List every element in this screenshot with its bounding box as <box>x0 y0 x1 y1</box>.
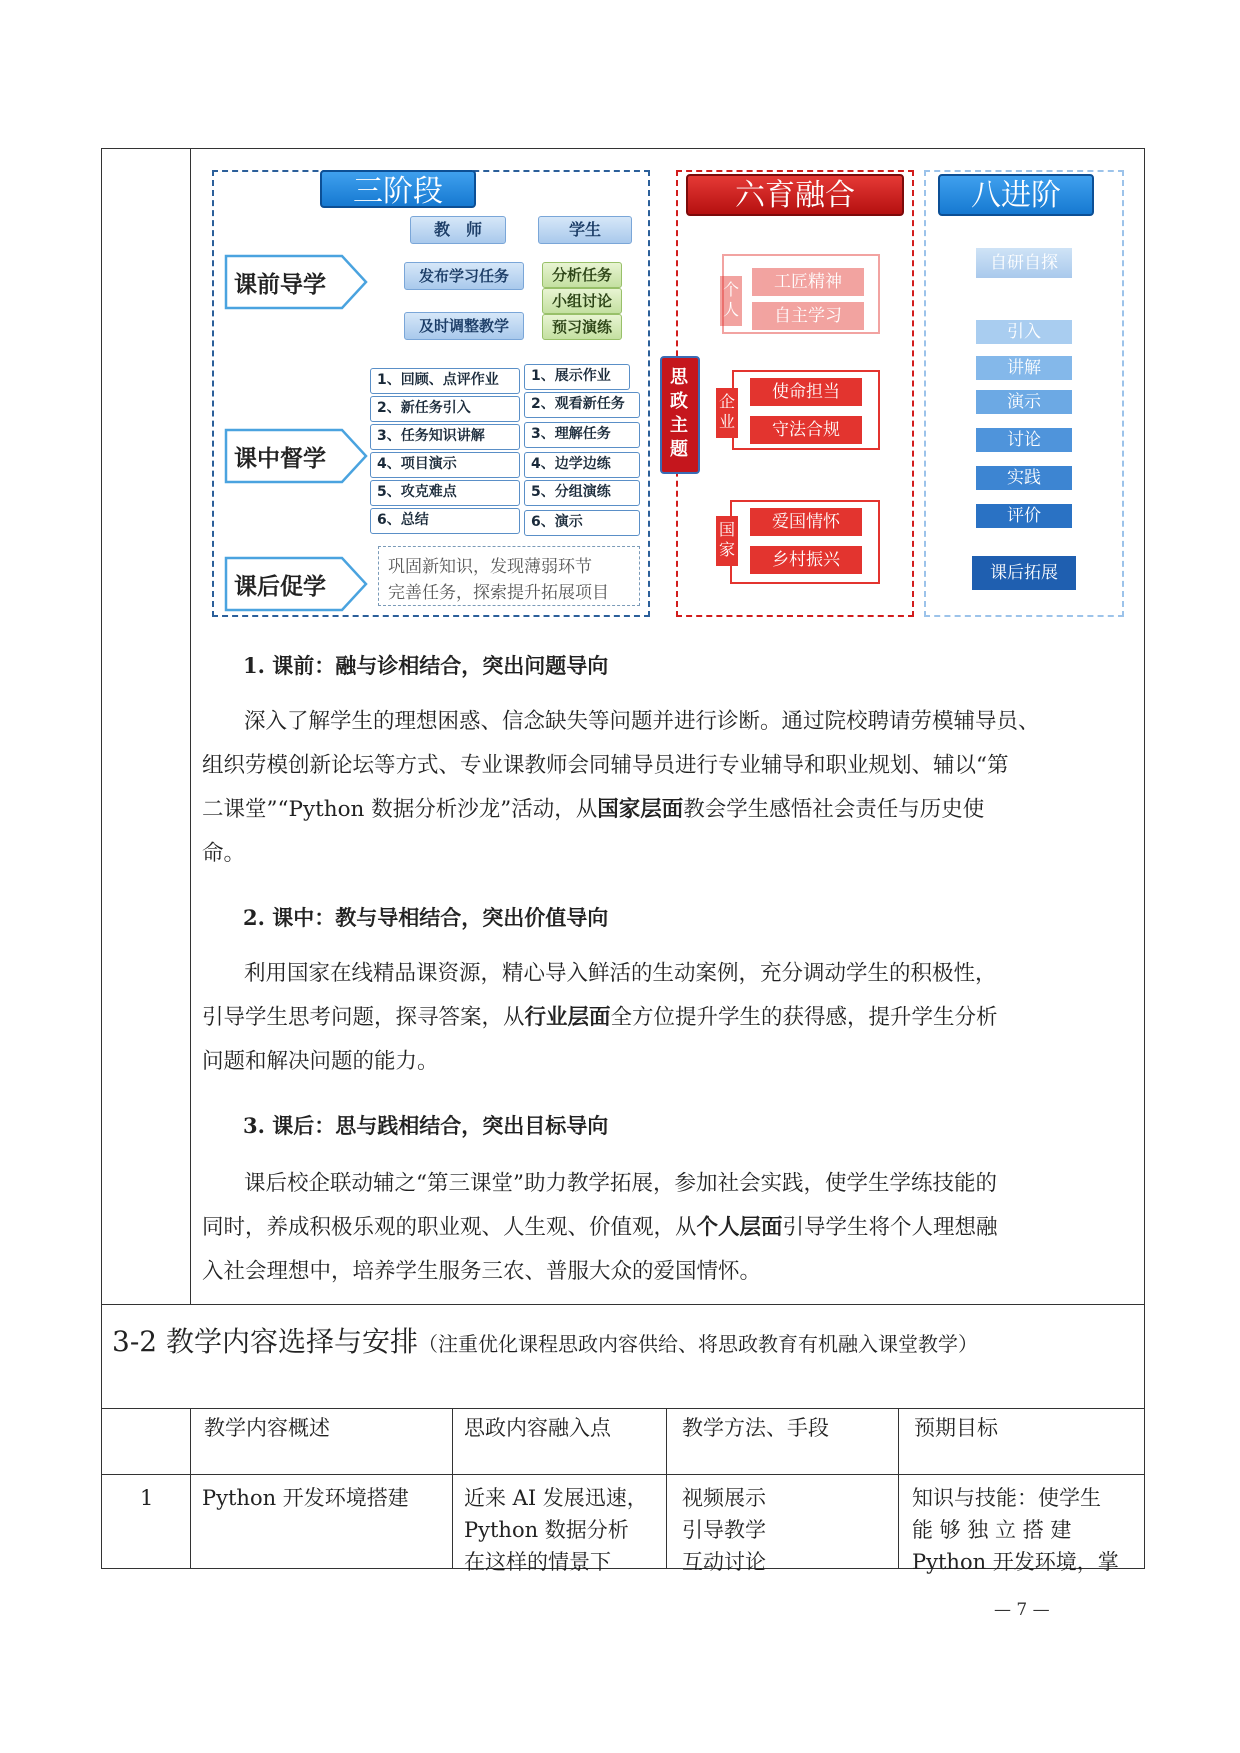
eight-step-6: 实践 <box>976 466 1072 490</box>
eight-steps-title: 八进阶 <box>938 174 1094 216</box>
section-32-note: （注重优化课程思政内容供给、将思政教育有机融入课堂教学） <box>418 1332 978 1356</box>
section-1-line-4: 命。 <box>202 841 246 866</box>
group-enterprise-label: 企业 <box>716 388 738 438</box>
pre-student-task-2: 小组讨论 <box>542 288 622 314</box>
in-student-step-5: 5、分组演练 <box>524 480 640 506</box>
table-inner-column-line <box>190 148 191 1304</box>
row-goal-line-1: 知识与技能：使学生 <box>912 1486 1101 1510</box>
section-2-line-1: 利用国家在线精品课资源，精心导入鲜活的生动案例，充分调动学生的积极性， <box>244 961 997 986</box>
section-32-title-row <box>112 1320 978 1360</box>
section-3-line-3: 入社会理想中，培养学生服务三农、普服大众的爱国情怀。 <box>202 1259 762 1284</box>
in-student-step-1: 1、展示作业 <box>524 364 630 390</box>
post-class-line-2: 完善任务，探索提升拓展项目 <box>388 583 609 603</box>
eight-step-7: 评价 <box>976 504 1072 528</box>
section-2-line-2-b: 全方位提升学生的获得感，提升学生分析 <box>610 1005 998 1030</box>
row-ideology-line-3: 在这样的情景下 <box>464 1550 611 1574</box>
row-method-2: 引导教学 <box>682 1518 766 1542</box>
teacher-tag: 教 师 <box>410 216 506 244</box>
in-student-step-6: 6、演示 <box>524 510 640 536</box>
section-3-line-2-a: 同时，养成积极乐观的职业观、人生观、价值观，从 <box>202 1215 697 1240</box>
row-ideology-line-2: Python 数据分析 <box>464 1518 629 1542</box>
section-1-line-3-a: 二课堂”“Python 数据分析沙龙”活动，从 <box>202 797 598 822</box>
nation-item-2: 乡村振兴 <box>750 546 862 574</box>
col-line-2 <box>452 1408 453 1568</box>
section-1-heading: 1. 课前：融与诊相结合，突出问题导向 <box>243 653 609 678</box>
row-methods <box>682 1482 766 1578</box>
col-line-1 <box>190 1408 191 1568</box>
row-index: 1 <box>140 1486 154 1510</box>
nation-item-1: 爱国情怀 <box>750 508 862 536</box>
section-1-line-2: 组织劳模创新论坛等方式、专业课教师会同辅导员进行专业辅导和职业规划、辅以“第 <box>202 753 1009 778</box>
enterprise-item-1: 使命担当 <box>750 378 862 406</box>
national-level-emphasis: 国家层面 <box>597 797 684 822</box>
eight-step-2: 引入 <box>976 320 1072 344</box>
phase-pre-label: 课前导学 <box>234 272 326 298</box>
row-method-1: 视频展示 <box>682 1486 766 1510</box>
in-teacher-step-2: 2、新任务引入 <box>370 396 520 422</box>
section-2-line-3: 问题和解决问题的能力。 <box>202 1049 439 1074</box>
section-32-title: 3-2 教学内容选择与安排 <box>112 1325 418 1358</box>
row-ideology-line-1: 近来 AI 发展迅速， <box>464 1486 648 1510</box>
eight-step-4: 演示 <box>976 390 1072 414</box>
header-methods: 教学方法、手段 <box>682 1416 829 1440</box>
table-top-border <box>101 148 1145 149</box>
section-1-line-3-b: 教会学生感悟社会责任与历史使 <box>683 797 985 822</box>
row-goal-line-2: 能 够 独 立 搭 建 <box>912 1518 1072 1542</box>
section-2-paragraph <box>202 952 1132 1084</box>
row-method-3: 互动讨论 <box>682 1550 766 1574</box>
section-2-line-2 <box>202 996 1132 1040</box>
section-1-paragraph <box>202 700 1132 876</box>
in-teacher-step-4: 4、项目演示 <box>370 452 520 478</box>
data-row-top-line <box>101 1474 1145 1475</box>
header-ideology-point: 思政内容融入点 <box>464 1416 611 1440</box>
section-1-line-1: 深入了解学生的理想困惑、信念缺失等问题并进行诊断。通过院校聘请劳模辅导员、 <box>244 709 1040 734</box>
phase-post-label: 课后促学 <box>234 574 326 600</box>
row-goal <box>912 1482 1119 1578</box>
page-number: — 7 — <box>994 1600 1050 1620</box>
row-ideology <box>464 1482 648 1578</box>
personal-level-emphasis: 个人层面 <box>696 1215 783 1240</box>
section-1-line-3 <box>202 788 1132 832</box>
pre-teacher-task-2: 及时调整教学 <box>404 312 524 340</box>
header-expected-goal: 预期目标 <box>914 1416 998 1440</box>
in-teacher-step-6: 6、总结 <box>370 508 520 534</box>
section-3-paragraph <box>202 1162 1132 1294</box>
header-row-top-line <box>101 1408 1145 1409</box>
enterprise-item-2: 守法合规 <box>750 416 862 444</box>
personal-item-1: 工匠精神 <box>752 268 864 296</box>
section-3-line-2-b: 引导学生将个人理想融 <box>782 1215 998 1240</box>
group-nation-label: 国家 <box>716 516 738 566</box>
in-teacher-step-3: 3、任务知识讲解 <box>370 424 520 450</box>
in-teacher-step-5: 5、攻克难点 <box>370 480 520 506</box>
section-32-top-line <box>101 1304 1145 1305</box>
personal-item-2: 自主学习 <box>752 302 864 330</box>
theme-label: 思政主题 <box>670 367 688 460</box>
eight-step-1: 自研自探 <box>976 248 1072 278</box>
col-line-3 <box>666 1408 667 1568</box>
phase-in-label: 课中督学 <box>234 446 326 472</box>
section-3-heading: 3. 课后：思与践相结合，突出目标导向 <box>243 1113 609 1138</box>
in-student-step-3: 3、理解任务 <box>524 422 640 448</box>
in-student-step-4: 4、边学边练 <box>524 452 640 478</box>
industry-level-emphasis: 行业层面 <box>524 1005 611 1030</box>
eight-step-8: 课后拓展 <box>972 556 1076 590</box>
col-line-4 <box>898 1408 899 1568</box>
row-goal-line-3: Python 开发环境，掌 <box>912 1550 1119 1574</box>
table-left-border <box>101 148 102 1568</box>
pre-teacher-task-1: 发布学习任务 <box>404 262 524 290</box>
section-2-heading: 2. 课中：教与导相结合，突出价值导向 <box>243 905 609 930</box>
pre-student-task-1: 分析任务 <box>542 262 622 288</box>
eight-step-5: 讨论 <box>976 428 1072 452</box>
eight-step-3: 讲解 <box>976 356 1072 380</box>
in-student-step-2: 2、观看新任务 <box>524 392 640 418</box>
section-3-line-1: 课后校企联动辅之“第三课堂”助力教学拓展，参加社会实践，使学生学练技能的 <box>244 1171 997 1196</box>
three-stages-title: 三阶段 <box>320 170 476 208</box>
group-personal-label: 个人 <box>720 276 742 326</box>
six-integration-title: 六育融合 <box>686 174 904 216</box>
row-content: Python 开发环境搭建 <box>202 1486 409 1510</box>
pre-student-task-3: 预习演练 <box>542 314 622 340</box>
in-teacher-step-1: 1、回顾、点评作业 <box>370 368 520 394</box>
table-right-border <box>1144 148 1145 1568</box>
student-tag: 学生 <box>538 216 632 244</box>
post-class-line-1: 巩固新知识，发现薄弱环节 <box>388 557 592 577</box>
section-2-line-2-a: 引导学生思考问题，探寻答案，从 <box>202 1005 525 1030</box>
section-3-line-2 <box>202 1206 1132 1250</box>
header-content-summary: 教学内容概述 <box>204 1416 330 1440</box>
